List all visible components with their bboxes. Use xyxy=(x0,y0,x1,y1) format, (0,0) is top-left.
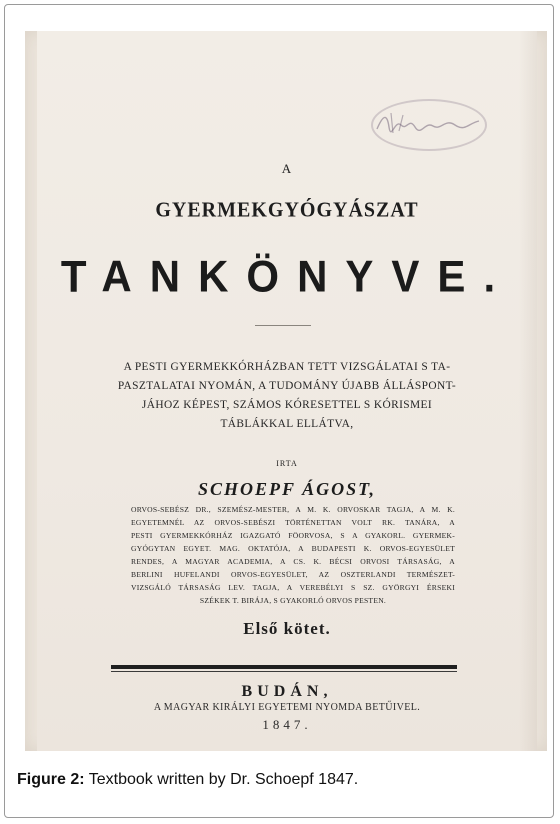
credential-line: ORVOS-SEBÉSZ DR., SZEMÉSZ-MESTER, A M. K. ORVOSKAR TAGJA, A M. K. xyxy=(131,505,455,514)
short-divider xyxy=(255,325,311,326)
by-label: IRTA xyxy=(276,459,298,468)
subtitle-line: JÁHOZ KÉPEST, SZÁMOS KÓRESETTEL S KÓRISMEI xyxy=(141,399,433,411)
credential-line: VIZSGÁLÓ TÁRSASÁG LEV. TAGJA, A VEREBÉLYI S SZ. GYÖRGYI ÉRSEKI xyxy=(131,583,455,592)
thick-divider xyxy=(111,665,457,669)
publisher-line: A MAGYAR KIRÁLYI EGYETEMI NYOMDA BETŰIVEL. xyxy=(153,702,421,713)
title-subject: GYERMEKGYÓGYÁSZAT xyxy=(155,198,419,222)
credential-line: SZÉKEK T. BIRÁJA, S GYAKORLÓ ORVOS PESTEN. xyxy=(199,596,387,605)
caption-label: Figure 2: xyxy=(17,771,85,788)
publication-year: 1847. xyxy=(262,717,312,732)
subtitle-line: TÁBLÁKKAL ELLÁTVA, xyxy=(220,418,354,430)
figure-caption xyxy=(17,771,358,789)
publication-city: BUDÁN, xyxy=(241,683,333,700)
credential-line: RENDES, A MAGYAR ACADEMIA, A CS. K. BÉCSI ORVOSI TÁRSASÁG, A xyxy=(131,557,455,566)
credential-line: PESTI GYERMEKKÓRHÁZ IGAZGATÓ FÖORVOSA, S A GYAKORL. GYERMEK- xyxy=(131,531,455,540)
author-name: SCHOEPF ÁGOST, xyxy=(197,479,377,499)
main-title: TANKÖNYVE. xyxy=(60,251,514,302)
caption-text: Textbook written by Dr. Schoepf 1847. xyxy=(84,771,359,788)
paper-page xyxy=(37,31,537,751)
title-article: A xyxy=(281,161,293,176)
scanned-title-page xyxy=(25,31,547,751)
handwritten-signature xyxy=(373,109,483,139)
subtitle-line: A PESTI GYERMEKKÓRHÁZBAN TETT VIZSGÁLATAI S TA- xyxy=(123,361,451,373)
figure-frame xyxy=(4,4,554,818)
subtitle-line: PASZTALATAI NYOMÁN, A TUDOMÁNY ÚJABB ÁLLÁSPONT- xyxy=(117,380,457,392)
credential-line: BERLINI HUFELANDI ORVOS-EGYESÜLET, AZ OSZTERLANDI TERMÉSZET- xyxy=(131,570,455,579)
credential-line: GYÓGYTAN EGYET. MAG. OKTATÓJA, A BUDAPESTI K. ORVOS-EGYESÜLET xyxy=(131,544,455,553)
thin-divider xyxy=(111,671,457,672)
volume-label: Első kötet. xyxy=(243,619,331,638)
credential-line: EGYETEMNÉL AZ ORVOS-SEBÉSZI TÖRTÉNETTAN VOLT RK. TANÁRA, A xyxy=(131,518,455,527)
